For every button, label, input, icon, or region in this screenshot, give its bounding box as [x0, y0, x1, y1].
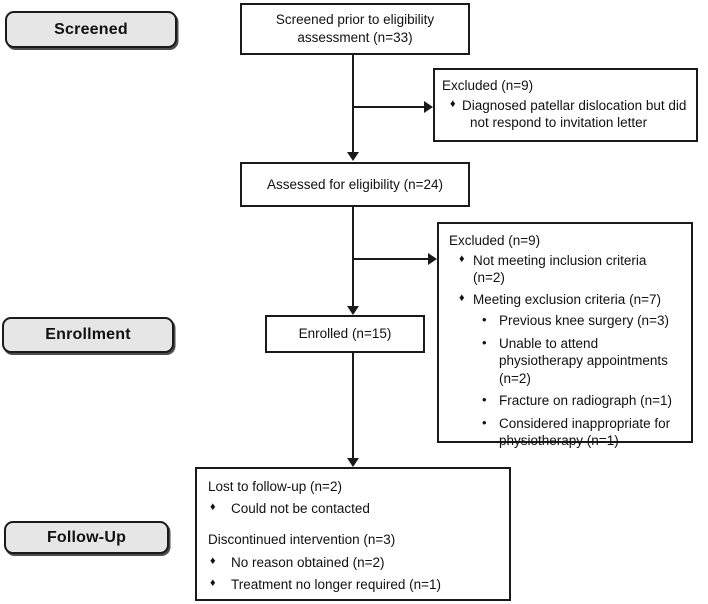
excluded-sub-reason-text: Previous knee surgery (n=3)	[499, 313, 669, 329]
diamond-bullet-icon: ♦	[210, 501, 216, 514]
followup-reason-item	[210, 554, 501, 572]
followup-reason-item	[210, 576, 501, 594]
excluded-reason-text: Meeting exclusion criteria (n=7)	[473, 291, 661, 307]
excluded-sub-reason-item	[482, 312, 681, 330]
arrowhead-down-icon	[347, 306, 359, 315]
box-title: Lost to follow-up (n=2)	[208, 479, 342, 494]
diamond-bullet-icon: ♦	[210, 576, 216, 589]
arrowhead-down-icon	[347, 458, 359, 467]
box-enrolled	[265, 315, 425, 353]
stage-label-enrollment: Enrollment	[2, 317, 174, 353]
arrowhead-down-icon	[347, 152, 359, 161]
box-text: Screened prior to eligibility assessment (n=33)	[275, 12, 435, 45]
followup-reason-text: Could not be contacted	[231, 501, 370, 517]
diamond-bullet-icon: ♦	[450, 97, 456, 110]
dot-bullet-icon: •	[482, 414, 487, 430]
excluded-sub-reason-text: Fracture on radiograph (n=1)	[499, 393, 672, 409]
dot-bullet-icon: •	[482, 334, 487, 350]
excluded-sub-reason-item	[482, 392, 681, 410]
box-screened-prior-eligibility	[240, 3, 470, 55]
connector-to-excluded-eligibility	[353, 258, 429, 260]
box-excluded-eligibility	[437, 222, 693, 449]
excluded-sub-reason-item	[482, 415, 681, 450]
arrowhead-right-icon	[424, 101, 433, 113]
stage-label-screened: Screened	[5, 11, 177, 48]
stage-label-followup: Follow-Up	[4, 521, 169, 554]
diamond-bullet-icon: ♦	[459, 252, 465, 265]
excluded-reason-item	[459, 252, 681, 287]
excluded-reason-item	[450, 97, 693, 132]
dot-bullet-icon: •	[482, 392, 487, 408]
box-title: Excluded (n=9)	[449, 233, 541, 248]
followup-reason-item	[210, 500, 501, 518]
followup-section-discontinued	[208, 531, 501, 594]
box-text: Enrolled (n=15)	[298, 326, 392, 342]
followup-section-lost	[208, 478, 501, 518]
box-title: Excluded (n=9)	[442, 78, 534, 93]
box-text: Assessed for eligibility (n=24)	[267, 176, 443, 192]
arrowhead-right-icon	[428, 253, 437, 265]
diamond-bullet-icon: ♦	[210, 554, 216, 567]
box-title: Discontinued intervention (n=3)	[208, 532, 396, 548]
excluded-reason-item	[459, 291, 681, 309]
connector-screened-to-assessed	[352, 55, 354, 152]
connector-enrolled-to-followup	[352, 353, 354, 459]
box-followup	[195, 467, 511, 601]
dot-bullet-icon: •	[482, 312, 487, 328]
diamond-bullet-icon: ♦	[459, 291, 465, 304]
followup-reason-text: Treatment no longer required (n=1)	[231, 576, 441, 592]
followup-reason-text: No reason obtained (n=2)	[231, 554, 385, 570]
connector-to-excluded-screening	[353, 106, 425, 108]
excluded-sub-reason-text: Considered inappropriate for physiotherapy (n=1)	[499, 415, 671, 449]
excluded-reason-text: Diagnosed patellar dislocation but did not respond to invitation letter	[462, 97, 687, 131]
box-excluded-screening	[433, 68, 698, 142]
excluded-sub-reason-item	[482, 335, 681, 388]
excluded-reason-text: Not meeting inclusion criteria (n=2)	[473, 252, 647, 286]
connector-assessed-to-enrolled	[352, 207, 354, 307]
excluded-sub-reason-text: Unable to attend physiotherapy appointments (n=2)	[499, 335, 668, 386]
box-assessed-eligibility	[240, 162, 470, 207]
